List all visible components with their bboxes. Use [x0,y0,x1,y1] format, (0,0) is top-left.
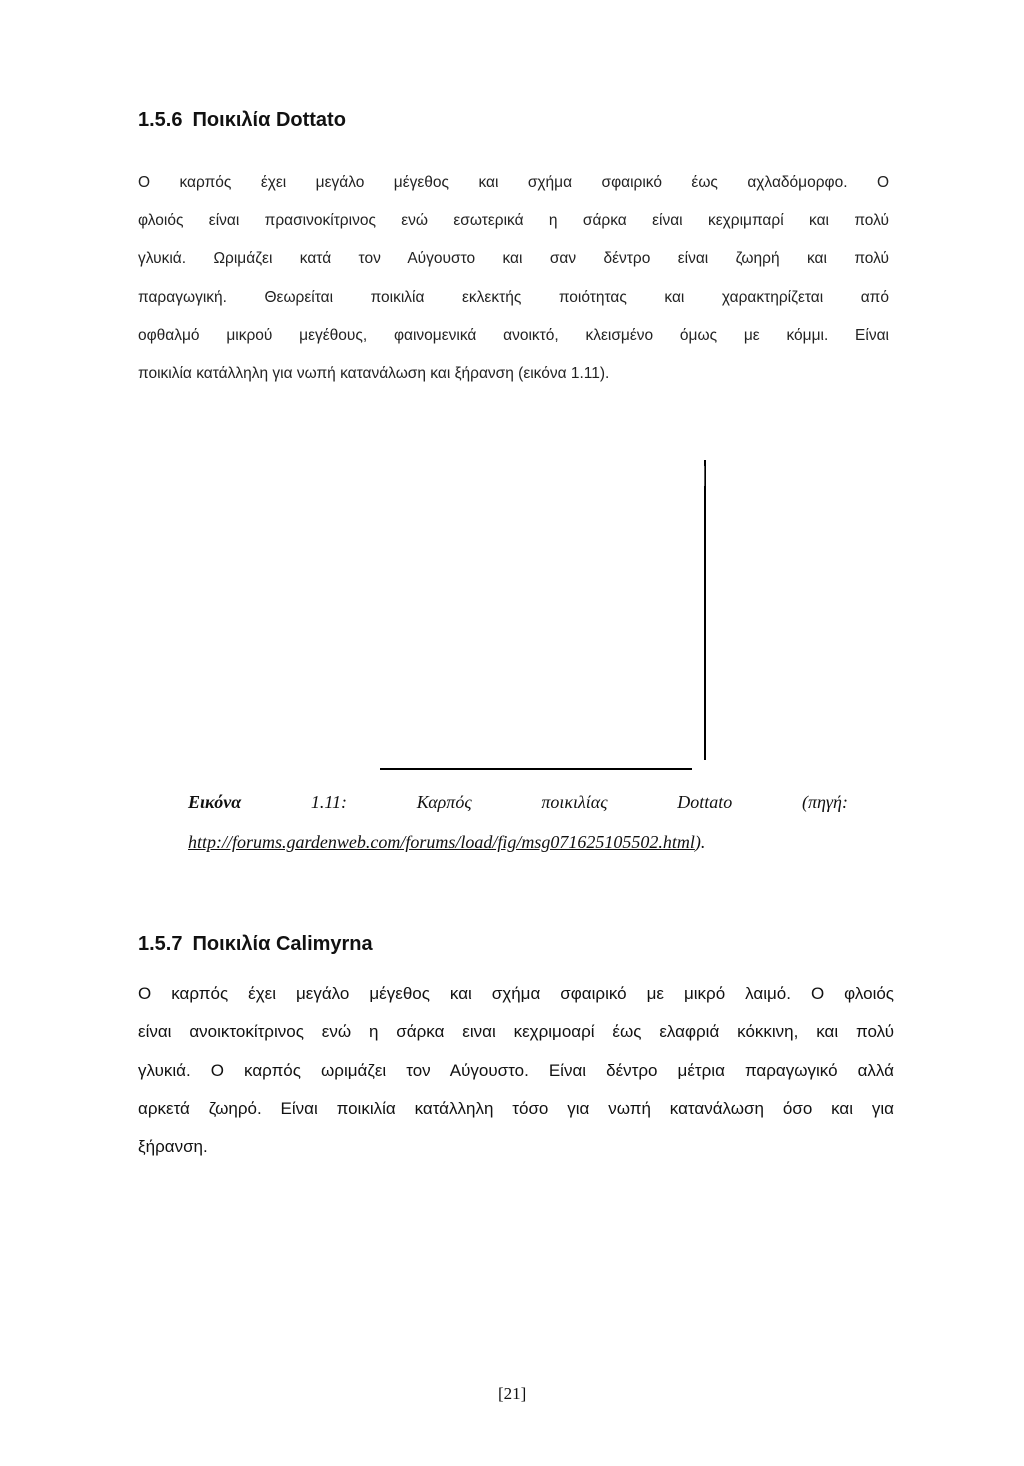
section-title: Ποικιλία Dottato [192,109,346,131]
paragraph-line: αρκετά ζωηρό. Είναι ποικιλία κατάλληλη τόσο για νωπή κατανάλωση όσο και για [138,1099,894,1118]
section-number: 1.5.6 [138,109,183,131]
paragraph-line: γλυκιά. Ο καρπός ωριμάζει τον Αύγουστο. Είναι δέντρο μέτρια παραγωγικό αλλά [138,1061,894,1080]
caption-word: ποικιλίας [541,792,608,812]
paragraph-line: Ο καρπός έχει μεγάλο μέγεθος και σχήμα σφαιρικό με μικρό λαιμό. Ο φλοιός [138,984,894,1003]
figure-edge-line [380,768,692,770]
section-heading-dottato [138,108,346,132]
paragraph-line: οφθαλμό μικρού μεγέθους, φαινομενικά ανοικτό, κλεισμένο όμως με κόμμι. Είναι [138,327,889,344]
caption-label: Εικόνα [188,792,242,812]
paragraph-line: ποικιλία κατάλληλη για νωπή κατανάλωση και ξήρανση (εικόνα 1.11). [138,365,610,382]
paragraph-line: παραγωγική. Θεωρείται ποικιλία εκλεκτής ποιότητας και χαρακτηρίζεται από [138,289,889,306]
caption-word: Καρπός [416,792,472,812]
caption-source-label: (πηγή: [801,792,848,812]
page-number: [21] [498,1384,527,1403]
figure-image [380,458,710,773]
caption-word: Dottato [677,792,733,812]
section-heading-calimyrna [138,932,373,956]
section-number: 1.5.7 [138,933,183,955]
paragraph-line: Ο καρπός έχει μεγάλο μέγεθος και σχήμα σφαιρικό έως αχλαδόμορφο. Ο [138,174,889,191]
caption-source [188,831,705,853]
paragraph-line: φλοιός είναι πρασινοκίτρινος ενώ εσωτερικά η σάρκα είναι κεχριμπαρί και πολύ [138,212,889,229]
figure-edge-line [704,466,705,486]
caption-number: 1.11: [310,792,348,812]
paragraph-line: ξήρανση. [138,1137,208,1156]
caption-end: ). [694,832,706,852]
figure-caption [188,791,848,813]
caption-source-link[interactable]: http://forums.gardenweb.com/forums/load/fig/msg071625105502.html [188,832,695,852]
paragraph-line: είναι ανοικτοκίτρινος ενώ η σάρκα ειναι κεχριμοαρί έως ελαφριά κόκκινη, και πολύ [138,1022,894,1041]
paragraph-line: γλυκιά. Ωριμάζει κατά τον Αύγουστο και σαν δέντρο είναι ζωηρή και πολύ [138,250,889,267]
section-title: Ποικιλία Calimyrna [192,933,373,955]
figure-edge-line [704,460,706,760]
